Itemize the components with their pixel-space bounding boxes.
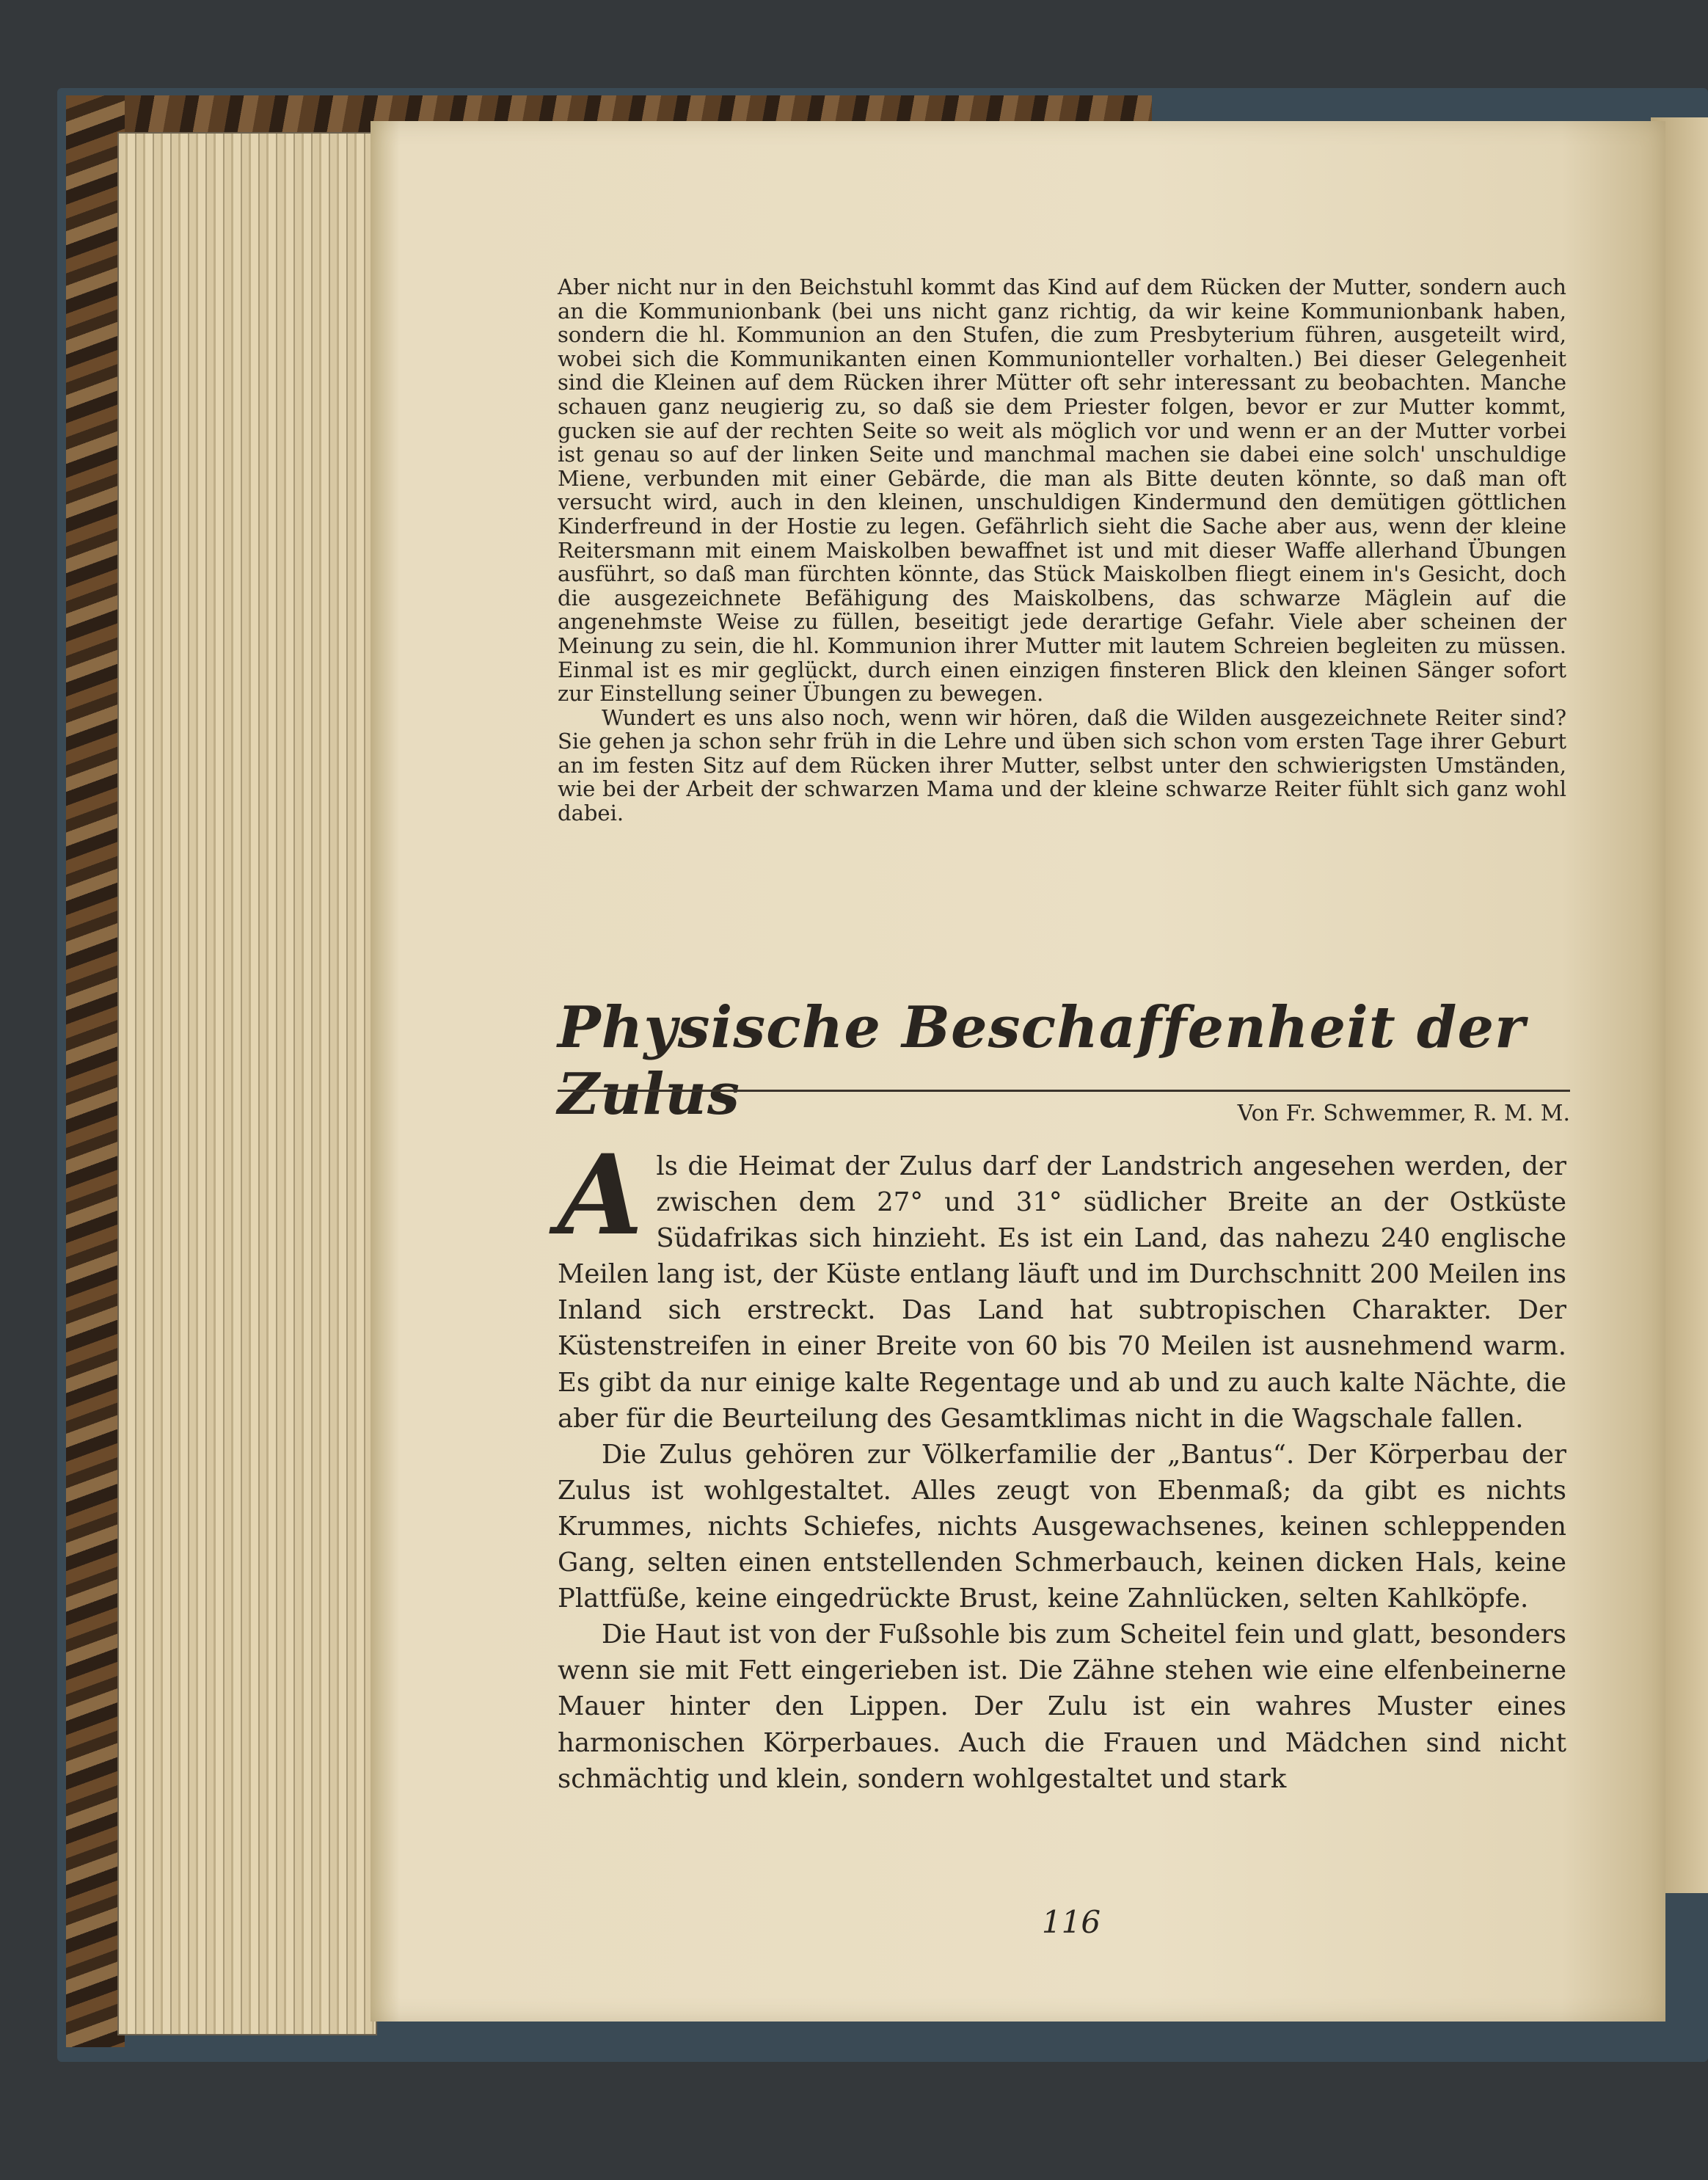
paragraph: Aber nicht nur in den Beichstuhl kommt das Kind auf dem Rücken der Mutter, sondern auch an die Kommunionbank (bei uns nicht ganz richtig, da wir keine Kommunionbank haben, sondern die hl. Kommunion an den Stufen, die zum Presbyterium führen, ausgeteilt wird, wobei sich die Kommunikanten einen Kommunionteller vorhalten.) Bei dieser Gelegenheit sind die Kleinen auf dem Rücken ihrer Mütter oft sehr interessant zu beobachten. Manche schauen ganz neugierig zu, so daß sie dem Priester folgen, bevor er zur Mutter kommt, gucken sie auf der rechten Seite so weit als möglich vor und wenn er an der Mutter vorbei ist genau so auf der linken Seite und manchmal machen sie dabei eine solch' unschuldige Miene, verbunden mit einer Gebärde, die man als Bitte deuten könnte, so daß man oft versucht wird, auch in den kleinen, unschuldigen Kindermund den demütigen göttlichen Kinderfreund in der Hostie zu legen. Gefährlich sieht die Sache aber aus, wenn der kleine Reitersmann mit einem Maiskolben bewaffnet ist und mit dieser Waffe allerhand Übungen ausführt, so daß man fürchten könnte, das Stück Maiskolben fliegt einem in's Gesicht, doch die ausgezeichnete Befähigung des Maiskolbens, das schwarze Mäglein auf die angenehmste Weise zu füllen, beseitigt jede derartige Gefahr. Viele aber scheinen der Meinung zu sein, die hl. Kommunion ihrer Mutter mit lautem Schreien begleiten zu müssen. Einmal ist es mir geglückt, durch einen einzigen finsteren Blick den kleinen Sänger sofort zur Einstellung seiner Übungen zu bewegen. (558, 274, 1566, 707)
headline-rule (558, 1090, 1570, 1092)
paragraph: Wundert es uns also noch, wenn wir hören, daß die Wilden ausgezeichnete Reiter sind? Sie gehen ja schon sehr früh in die Lehre und üben sich schon vom ersten Tage ihrer Geburt an im festen Sitz auf dem Rücken ihrer Mutter, selbst unter den schwierigsten Umständen, wie bei der Arbeit der schwarzen Mama und der kleine schwarze Reiter fühlt sich ganz wohl dabei. (558, 704, 1566, 826)
article-body (558, 1131, 1566, 1797)
byline: Von Fr. Schwemmer, R. M. M. (1237, 1101, 1570, 1126)
marbled-edge (66, 95, 125, 2047)
paragraph (558, 1131, 1566, 1437)
paragraph: Die Haut ist von der Fußsohle bis zum Scheitel fein und glatt, besonders wenn sie mit Fett eingerieben ist. Die Zähne stehen wie eine elfenbeinerne Mauer hinter den Lippen. Der Zulu ist ein wahres Muster eines harmonischen Körperbaues. Auch die Frauen und Mädchen sind nicht schmächtig und klein, sondern wohlgestaltet und stark (558, 1619, 1566, 1794)
paragraph: Die Zulus gehören zur Völkerfamilie der „Bantus“. Der Körperbau der Zulus ist wohlgestaltet. Alles zeugt von Ebenmaß; da gibt es nichts Krummes, nichts Schiefes, nichts Ausgewachsenes, keinen schleppenden Gang, selten einen entstellenden Schmerbauch, keinen dicken Hals, keine Plattfüße, keine eingedrückte Brust, keine Zahnlücken, selten Kahlköpfe. (558, 1439, 1566, 1614)
dropcap: A (558, 1131, 643, 1260)
article-headline: Physische Beschaffenheit der Zulus (558, 994, 1526, 1128)
paragraph-text: ls die Heimat der Zulus darf der Landstrich angesehen werden, der zwischen dem 27° und 31° südlicher Breite an der Ostküste Südafrikas sich hinzieht. Es ist ein Land, das nahezu 240 englische Meilen lang ist, der Küste entlang läuft und im Durchschnitt 200 Meilen ins Inland sich erstreckt. Das Land hat subtropischen Charakter. Der Küstenstreifen in einer Breite von 60 bis 70 Meilen ist ausnehmend warm. Es gibt da nur einige kalte Regentage und ab und zu auch kalte Nächte, die aber für die Beurteilung des Gesamtklimas nicht in die Wagschale fallen. (558, 1151, 1566, 1434)
article-continuation (558, 275, 1566, 825)
page-edges (117, 132, 377, 2035)
page-number: 116 (1041, 1904, 1101, 1940)
